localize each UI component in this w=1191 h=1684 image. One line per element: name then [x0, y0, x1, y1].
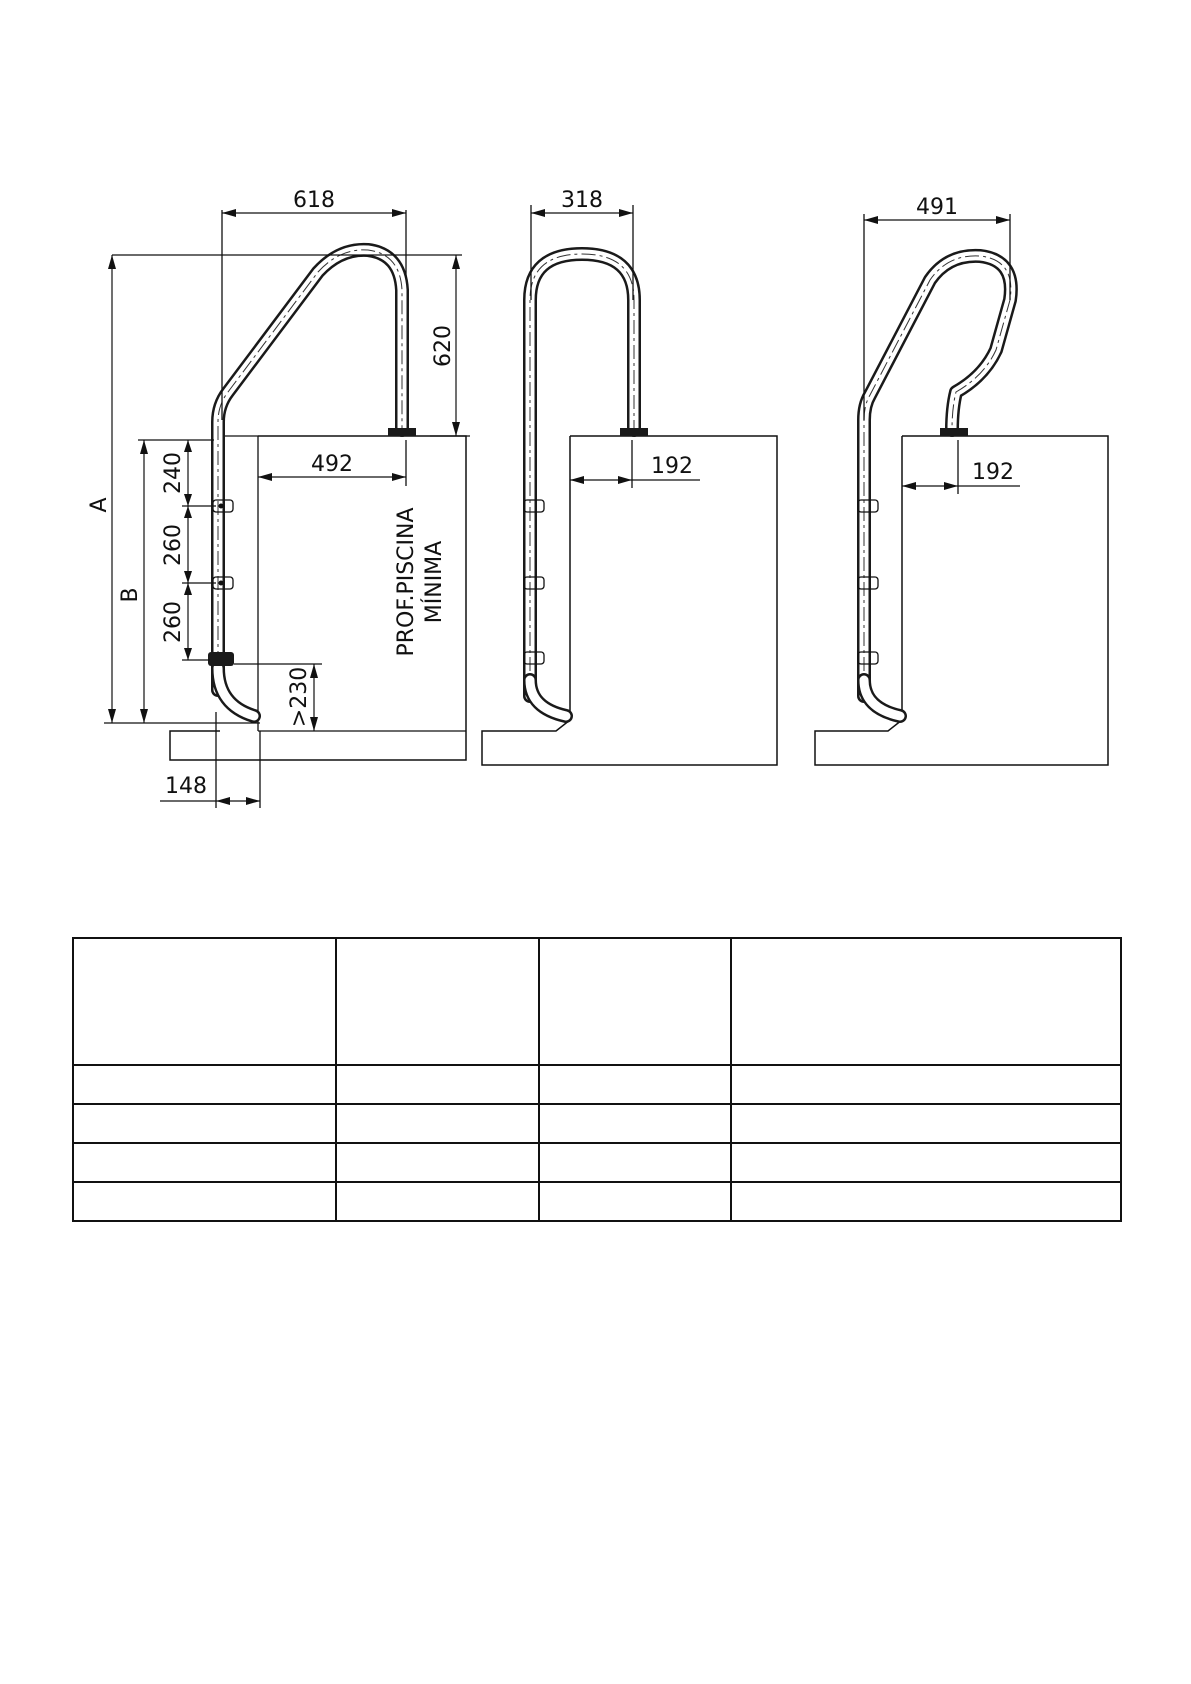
- table-cell: [539, 1182, 731, 1221]
- table-row: [73, 1182, 1121, 1221]
- table-cell: [336, 1065, 539, 1104]
- table-header-cell: [731, 938, 1121, 1065]
- table-cell: [539, 1065, 731, 1104]
- spec-table: [72, 937, 1122, 1222]
- table-cell: [73, 1065, 336, 1104]
- table-row: [73, 1065, 1121, 1104]
- min-depth-label-line2: MÍNIMA: [422, 540, 447, 624]
- table-header-cell: [73, 938, 336, 1065]
- dim-491-label: 491: [916, 195, 958, 220]
- table-cell: [73, 1104, 336, 1143]
- table-cell: [73, 1143, 336, 1182]
- dim-192-label: 192: [651, 454, 693, 479]
- ladder-view-u: [482, 188, 777, 765]
- table-cell: [731, 1182, 1121, 1221]
- dim-620-label: 620: [431, 325, 456, 367]
- dim-318-label: 318: [561, 188, 603, 213]
- table-cell: [336, 1104, 539, 1143]
- table-cell: [731, 1143, 1121, 1182]
- table-cell: [73, 1182, 336, 1221]
- step-bracket: [208, 652, 234, 666]
- min-depth-label-line1: PROF.PISCINA: [394, 507, 419, 657]
- dim-148-label: 148: [165, 774, 207, 799]
- dim-230-label: >230: [287, 666, 312, 728]
- dim-260-lower-label: 260: [161, 601, 186, 643]
- dim-a-label: A: [87, 497, 112, 513]
- dim-618-label: 618: [293, 188, 335, 213]
- table-cell: [731, 1104, 1121, 1143]
- table-cell: [731, 1065, 1121, 1104]
- handrail-pipe: [218, 250, 402, 690]
- table-cell: [336, 1143, 539, 1182]
- ladder-view-side: [87, 188, 470, 808]
- table-cell: [336, 1182, 539, 1221]
- dim-192-label: 192: [972, 460, 1014, 485]
- dim-260-upper-label: 260: [161, 524, 186, 566]
- dim-492-label: 492: [311, 452, 353, 477]
- dim-240-label: 240: [161, 452, 186, 494]
- anchor-plate: [388, 428, 416, 436]
- table-row: [73, 1143, 1121, 1182]
- u-ladder-pipe: [530, 254, 634, 696]
- table-header-cell: [336, 938, 539, 1065]
- table-row: [73, 1104, 1121, 1143]
- dim-b-label: B: [118, 587, 143, 603]
- table-header-row: [73, 938, 1121, 1065]
- table-cell: [539, 1104, 731, 1143]
- table-cell: [539, 1143, 731, 1182]
- anchor-plate: [620, 428, 648, 436]
- ladder-view-angled: [815, 195, 1108, 765]
- anchor-plate: [940, 428, 968, 436]
- table-header-cell: [539, 938, 731, 1065]
